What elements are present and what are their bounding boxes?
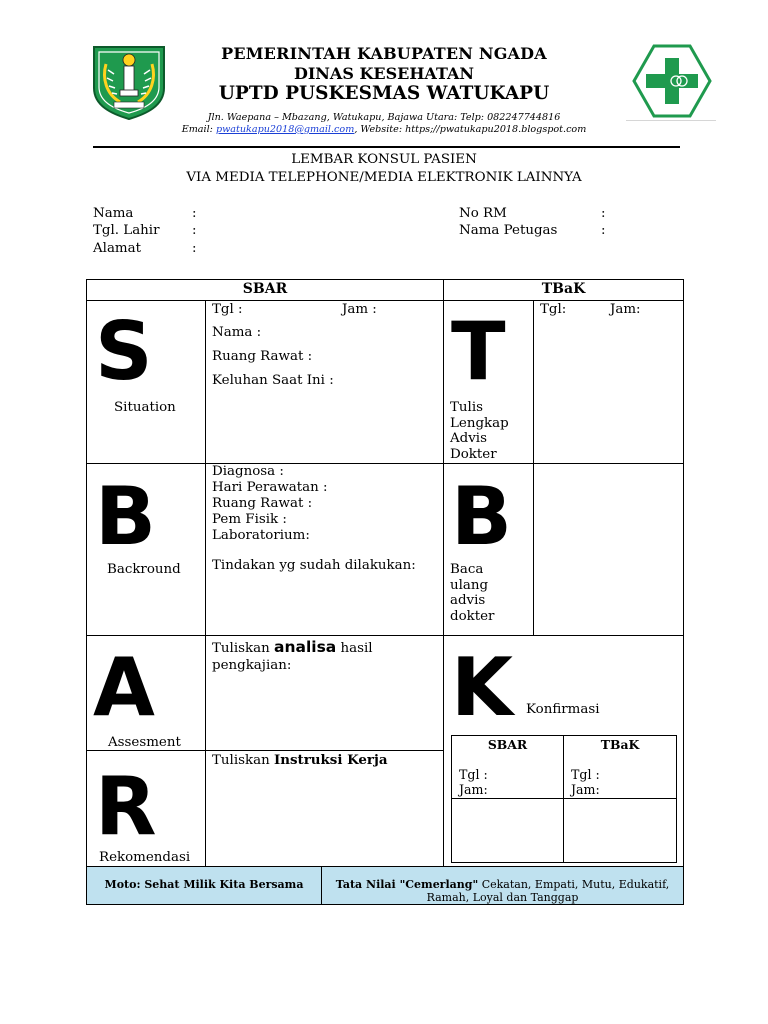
s-tgl-label: Tgl :	[212, 302, 243, 317]
form-subtitle: VIA MEDIA TELEPHONE/MEDIA ELEKTRONIK LAINNYA	[186, 170, 582, 185]
b2-label-dokter: dokter	[450, 608, 495, 624]
label-rekomendasi: Rekomendasi	[99, 850, 191, 865]
b2-label-ulang: ulang	[450, 577, 489, 593]
s-keluhan-label: Keluhan Saat Ini :	[212, 373, 334, 388]
b-ruang-rawat-label: Ruang Rawat :	[212, 496, 313, 511]
footer-tata-nilai-line1: Tata Nilai "Cemerlang" Cekatan, Empati, Mutu, Edukatif,	[335, 878, 670, 891]
konfirmasi-subtable	[451, 735, 677, 863]
k-sbar-jam: Jam:	[459, 782, 488, 797]
k-sbar-tgl: Tgl :	[459, 767, 488, 782]
puskesmas-green-cross-icon	[632, 44, 712, 118]
footer-tata-nilai-cell	[322, 867, 683, 904]
a-instruction: Tuliskan analisa hasil	[212, 638, 373, 656]
b2-label-baca: Baca	[450, 562, 484, 577]
k-sub-header-tbak: TBaK	[600, 737, 640, 752]
s-ruang-rawat-label: Ruang Rawat :	[212, 349, 313, 364]
footer-moto: Moto: Sehat Milik Kita Bersama	[104, 878, 304, 891]
letter-k: K	[451, 641, 513, 734]
footer-tata-nilai-line2: Ramah, Loyal dan Tanggap	[426, 891, 579, 904]
letter-r: R	[95, 760, 157, 853]
letter-b: B	[95, 470, 156, 563]
header-address: Jln. Waepana – Mbazang, Watukapu, Bajawa Utara: Telp: 082247744816	[207, 112, 561, 123]
field-nama-petugas-label: Nama Petugas	[459, 223, 558, 238]
letter-t: T	[451, 305, 506, 398]
b-laboratorium-label: Laboratorium:	[212, 528, 310, 543]
letter-a: A	[93, 641, 155, 734]
sbar-tbak-table	[86, 279, 684, 905]
field-nama-label: Nama	[93, 206, 134, 221]
form-title: LEMBAR KONSUL PASIEN	[291, 152, 477, 167]
website-text: , Website: https;//pwatukapu2018.blogspot.com	[354, 124, 587, 135]
k-sub-header-sbar: SBAR	[487, 737, 528, 752]
email-link[interactable]: pwatukapu2018@gmail.com	[215, 124, 355, 135]
field-no-rm-colon: :	[601, 206, 606, 221]
k-tbak-tgl: Tgl :	[571, 767, 600, 782]
b2-label-advis: advis	[450, 593, 486, 608]
s-jam-label: Jam :	[342, 302, 377, 317]
label-backround: Backround	[107, 562, 181, 577]
header-contact	[120, 124, 648, 135]
field-alamat-label: Alamat	[93, 241, 141, 256]
t-tgl-label: Tgl:	[540, 302, 567, 317]
field-alamat-colon: :	[192, 241, 197, 256]
b-diagnosa-label: Diagnosa :	[212, 464, 284, 479]
b-pem-fisik-label: Pem Fisik :	[212, 512, 287, 527]
column-header-sbar: SBAR	[242, 281, 288, 297]
header-line-department: DINAS KESEHATAN	[293, 64, 475, 83]
t-label-advis: Advis	[450, 431, 487, 446]
field-no-rm-label: No RM	[459, 206, 507, 221]
b-tindakan-label: Tindakan yg sudah dilakukan:	[212, 558, 416, 573]
label-situation: Situation	[114, 400, 176, 415]
t-label-dokter: Dokter	[450, 446, 497, 462]
label-konfirmasi: Konfirmasi	[526, 702, 600, 717]
t-label-tulis: Tulis	[450, 400, 483, 415]
header-line-government: PEMERINTAH KABUPATEN NGADA	[221, 44, 547, 63]
logo-underline	[626, 120, 716, 121]
header-divider	[93, 146, 680, 148]
field-tgl-lahir-label: Tgl. Lahir	[93, 223, 160, 238]
email-label: Email:	[181, 124, 216, 135]
a-instruction-line2: pengkajian:	[212, 658, 292, 673]
r-instruction: Tuliskan Instruksi Kerja	[212, 752, 388, 768]
t-jam-label: Jam:	[610, 302, 641, 317]
k-tbak-jam: Jam:	[571, 782, 600, 797]
letter-b-baca: B	[451, 470, 512, 563]
letter-s: S	[95, 305, 153, 398]
column-header-tbak: TBaK	[541, 281, 586, 297]
t-label-lengkap: Lengkap	[450, 415, 509, 431]
field-tgl-lahir-colon: :	[192, 223, 197, 238]
footer-moto-cell	[87, 867, 321, 904]
b-hari-perawatan-label: Hari Perawatan :	[212, 480, 328, 495]
header-line-puskesmas: UPTD PUSKESMAS WATUKAPU	[218, 83, 550, 104]
s-nama-label: Nama :	[212, 325, 262, 340]
label-assesment: Assesment	[108, 735, 181, 750]
field-nama-colon: :	[192, 206, 197, 221]
field-nama-petugas-colon: :	[601, 223, 606, 238]
